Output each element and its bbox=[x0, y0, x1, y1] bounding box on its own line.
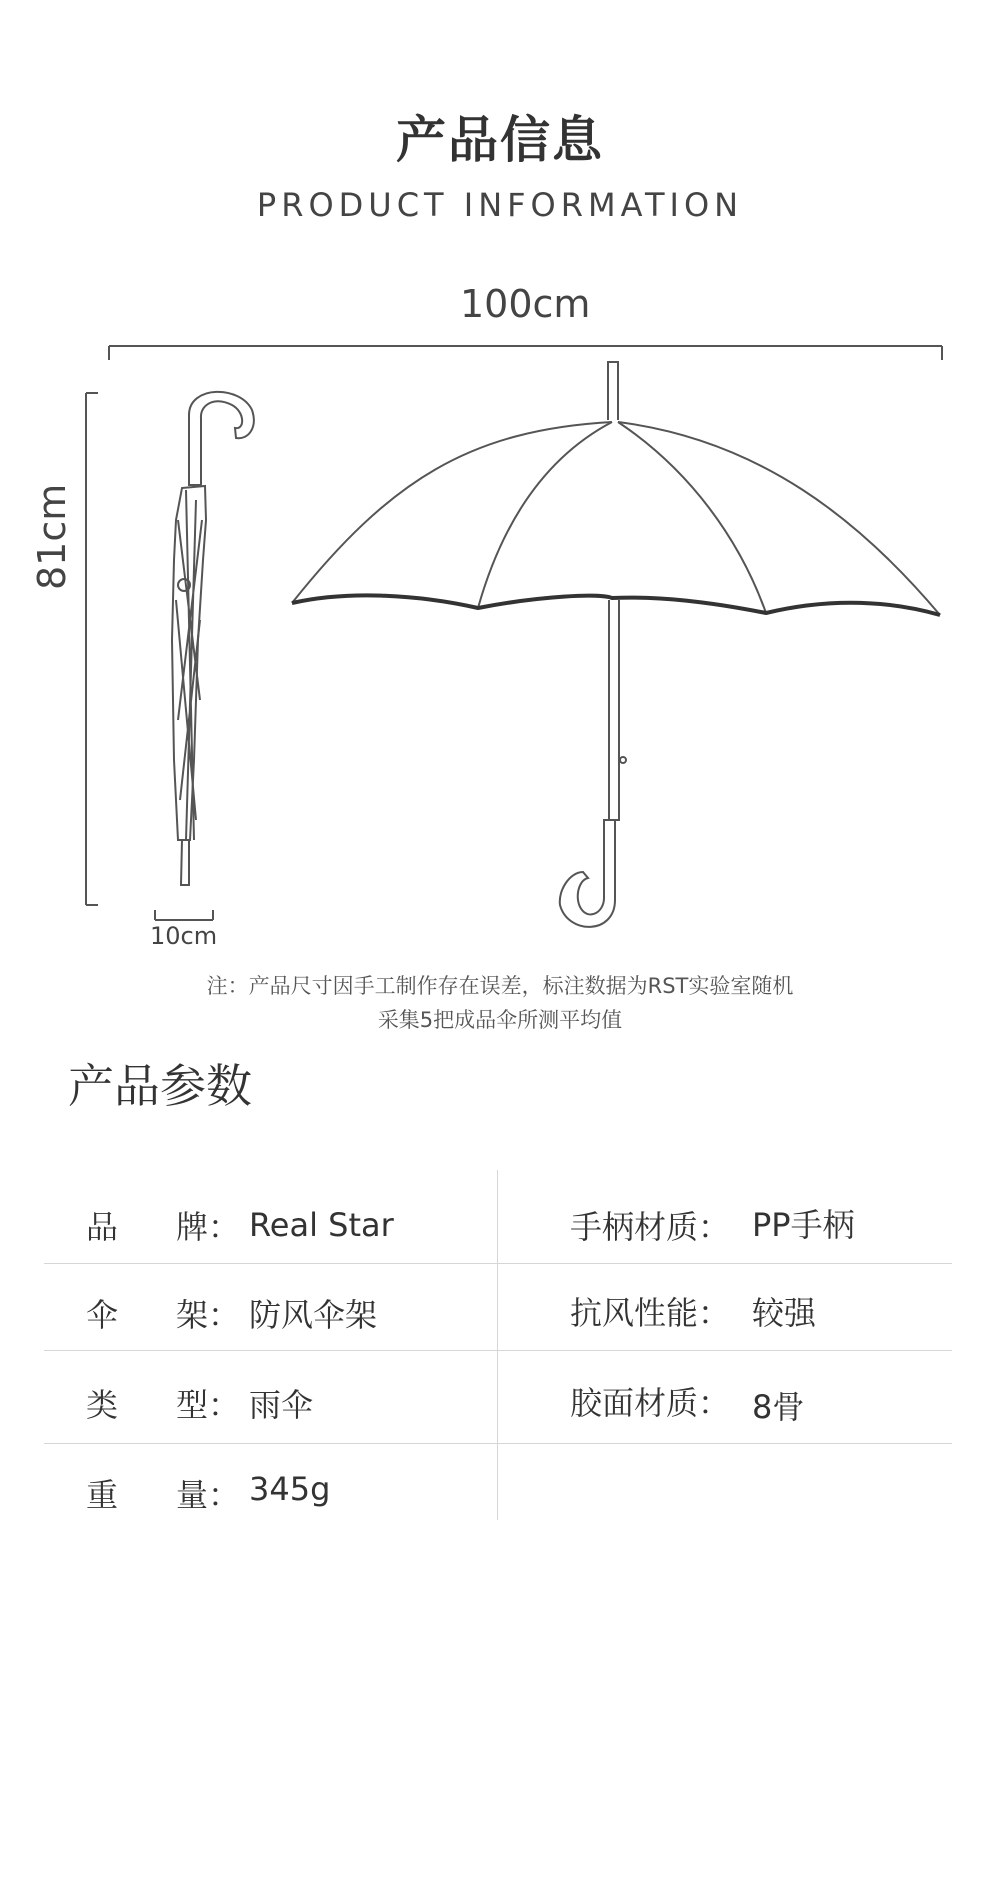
height-label: 81cm bbox=[30, 483, 74, 590]
spec-key-char: 类 bbox=[86, 1386, 119, 1424]
row-divider bbox=[44, 1443, 952, 1444]
spec-value-fabric: 8骨 bbox=[752, 1388, 805, 1426]
spec-key bbox=[86, 1470, 246, 1516]
column-divider bbox=[497, 1170, 498, 1520]
spec-table bbox=[44, 1170, 952, 1520]
diameter-dimension-line bbox=[155, 910, 213, 920]
closed-umbrella-drawing bbox=[172, 392, 254, 885]
params-title: 产品参数 bbox=[68, 1059, 252, 1113]
spec-key bbox=[86, 1202, 246, 1248]
measurement-note-line2: 采集5把成品伞所测平均值 bbox=[377, 1008, 623, 1032]
spec-value-frame: 防风伞架 bbox=[249, 1296, 378, 1334]
width-label: 100cm bbox=[460, 282, 591, 326]
spec-value-type: 雨伞 bbox=[249, 1386, 314, 1424]
spec-value-handle: PP手柄 bbox=[752, 1206, 855, 1244]
row-divider bbox=[44, 1350, 952, 1351]
row-divider bbox=[44, 1263, 952, 1264]
spec-key bbox=[86, 1380, 246, 1426]
diameter-label: 10cm bbox=[150, 922, 218, 950]
spec-key-wind: 抗风性能： bbox=[570, 1294, 731, 1332]
spec-key-char: 重 bbox=[86, 1476, 119, 1514]
page-subtitle: PRODUCT INFORMATION bbox=[256, 186, 744, 224]
spec-key-char: 品 bbox=[86, 1208, 119, 1246]
spec-key-char: 伞 bbox=[86, 1296, 119, 1334]
spec-value-wind: 较强 bbox=[752, 1294, 817, 1332]
open-umbrella-drawing bbox=[292, 362, 940, 927]
page-title: 产品信息 bbox=[396, 111, 604, 169]
spec-value-weight: 345g bbox=[249, 1470, 331, 1508]
width-dimension-line bbox=[109, 346, 942, 360]
spec-value-brand: Real Star bbox=[249, 1206, 394, 1244]
spec-key-fabric: 胶面材质： bbox=[570, 1384, 731, 1422]
spec-key-handle: 手柄材质： bbox=[570, 1208, 731, 1246]
spec-key bbox=[86, 1290, 246, 1336]
measurement-note-line1: 注：产品尺寸因手工制作存在误差，标注数据为RST实验室随机 bbox=[206, 974, 794, 998]
spec-key-char: 量： bbox=[176, 1476, 241, 1514]
spec-key-char: 架： bbox=[176, 1296, 241, 1334]
spec-key-char: 牌： bbox=[176, 1208, 241, 1246]
spec-key-char: 型： bbox=[176, 1386, 241, 1424]
height-dimension-line bbox=[86, 393, 98, 905]
